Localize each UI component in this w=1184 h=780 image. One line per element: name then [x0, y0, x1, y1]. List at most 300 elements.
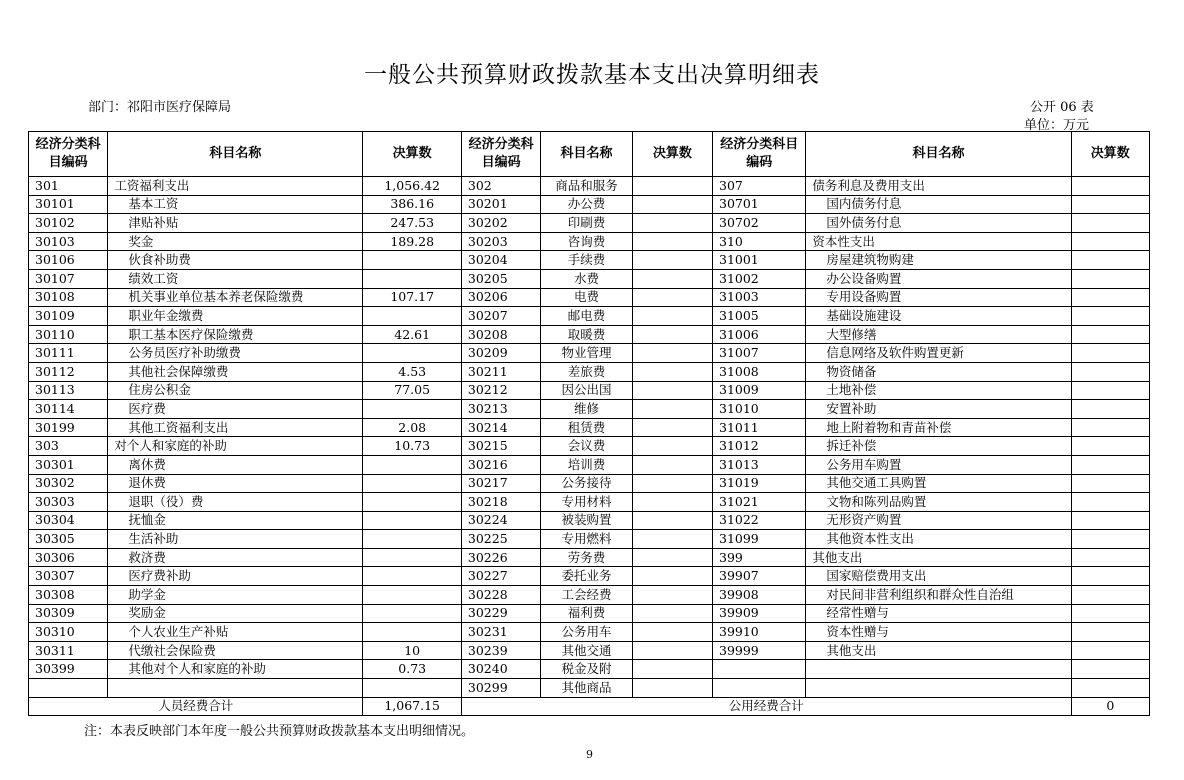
header-name-1: 科目名称	[108, 132, 363, 177]
item-name-2: 咨询费	[541, 232, 632, 251]
amount-1	[363, 604, 461, 623]
economic-code-2: 302	[461, 177, 540, 196]
economic-code-3: 31021	[713, 493, 806, 512]
economic-code-3: 399	[713, 548, 806, 567]
item-name-3: 大型修缮	[806, 325, 1071, 344]
table-row	[29, 214, 1150, 233]
amount-2	[632, 307, 712, 326]
table-row	[29, 232, 1150, 251]
amount-1	[363, 679, 461, 698]
economic-code-3: 31013	[713, 455, 806, 474]
amount-2	[632, 567, 712, 586]
personnel-total-label: 人员经费合计	[29, 697, 363, 716]
amount-3	[1071, 362, 1149, 381]
item-name-3: 资本性赠与	[806, 623, 1071, 642]
table-row	[29, 177, 1150, 196]
economic-code-3: 31003	[713, 288, 806, 307]
item-name-2: 税金及附	[541, 660, 632, 679]
amount-2	[632, 381, 712, 400]
item-name-3: 房屋建筑物购建	[806, 251, 1071, 270]
amount-1	[363, 530, 461, 549]
amount-1: 1,056.42	[363, 177, 461, 196]
table-header-row	[29, 132, 1150, 177]
item-name-1: 工资福利支出	[108, 177, 363, 196]
item-name-1: 救济费	[108, 548, 363, 567]
item-name-1: 伙食补助费	[108, 251, 363, 270]
item-name-1: 助学金	[108, 586, 363, 605]
amount-2	[632, 641, 712, 660]
amount-2	[632, 455, 712, 474]
amount-1	[363, 586, 461, 605]
economic-code-2: 30202	[461, 214, 540, 233]
amount-2	[632, 660, 712, 679]
amount-2	[632, 474, 712, 493]
amount-3	[1071, 660, 1149, 679]
table-row	[29, 325, 1150, 344]
economic-code-2: 30224	[461, 511, 540, 530]
economic-code-3	[713, 679, 806, 698]
economic-code-3: 31019	[713, 474, 806, 493]
amount-3	[1071, 437, 1149, 456]
amount-2	[632, 437, 712, 456]
item-name-3: 其他支出	[806, 641, 1071, 660]
page-title: 一般公共预算财政拨款基本支出决算明细表	[364, 62, 820, 88]
item-name-2: 被装购置	[541, 511, 632, 530]
table-row	[29, 474, 1150, 493]
amount-1: 247.53	[363, 214, 461, 233]
item-name-3: 其他资本性支出	[806, 530, 1071, 549]
item-name-3: 经常性赠与	[806, 604, 1071, 623]
item-name-1: 其他对个人和家庭的补助	[108, 660, 363, 679]
header-amount-3: 决算数	[1071, 132, 1149, 177]
amount-3	[1071, 214, 1149, 233]
economic-code-3: 31011	[713, 418, 806, 437]
amount-3	[1071, 493, 1149, 512]
amount-2	[632, 288, 712, 307]
amount-1	[363, 567, 461, 586]
economic-code-1: 30301	[29, 455, 108, 474]
item-name-2: 办公费	[541, 195, 632, 214]
amount-1	[363, 400, 461, 419]
item-name-1: 公务员医疗补助缴费	[108, 344, 363, 363]
item-name-3: 基础设施建设	[806, 307, 1071, 326]
economic-code-1: 30310	[29, 623, 108, 642]
economic-code-1: 30103	[29, 232, 108, 251]
economic-code-1: 30305	[29, 530, 108, 549]
item-name-3: 国家赔偿费用支出	[806, 567, 1071, 586]
economic-code-1: 30399	[29, 660, 108, 679]
economic-code-3: 30701	[713, 195, 806, 214]
economic-code-1: 30308	[29, 586, 108, 605]
table-row	[29, 679, 1150, 698]
economic-code-1: 30304	[29, 511, 108, 530]
item-name-3: 专用设备购置	[806, 288, 1071, 307]
amount-2	[632, 214, 712, 233]
header-amount-2: 决算数	[632, 132, 712, 177]
amount-2	[632, 679, 712, 698]
item-name-2: 培训费	[541, 455, 632, 474]
table-row	[29, 623, 1150, 642]
item-name-3: 资本性支出	[806, 232, 1071, 251]
economic-code-2: 30217	[461, 474, 540, 493]
economic-code-1: 30302	[29, 474, 108, 493]
economic-code-2: 30239	[461, 641, 540, 660]
table-row	[29, 288, 1150, 307]
item-name-2: 委托业务	[541, 567, 632, 586]
item-name-2: 水费	[541, 269, 632, 288]
economic-code-2: 30214	[461, 418, 540, 437]
amount-1	[363, 269, 461, 288]
amount-3	[1071, 232, 1149, 251]
item-name-2: 其他交通	[541, 641, 632, 660]
item-name-3: 地上附着物和青苗补偿	[806, 418, 1071, 437]
item-name-1: 个人农业生产补贴	[108, 623, 363, 642]
economic-code-2: 30212	[461, 381, 540, 400]
economic-code-2: 30201	[461, 195, 540, 214]
item-name-1: 奖金	[108, 232, 363, 251]
item-name-2: 因公出国	[541, 381, 632, 400]
economic-code-3: 31001	[713, 251, 806, 270]
amount-1: 2.08	[363, 418, 461, 437]
economic-code-2: 30208	[461, 325, 540, 344]
amount-3	[1071, 307, 1149, 326]
economic-code-1: 30112	[29, 362, 108, 381]
economic-code-3: 39910	[713, 623, 806, 642]
item-name-3: 办公设备购置	[806, 269, 1071, 288]
item-name-3: 物资储备	[806, 362, 1071, 381]
item-name-1: 其他工资福利支出	[108, 418, 363, 437]
item-name-3	[806, 679, 1071, 698]
item-name-2: 维修	[541, 400, 632, 419]
table-row	[29, 269, 1150, 288]
item-name-1: 离休费	[108, 455, 363, 474]
economic-code-1: 301	[29, 177, 108, 196]
item-name-2: 会议费	[541, 437, 632, 456]
economic-code-2: 30203	[461, 232, 540, 251]
economic-code-2: 30211	[461, 362, 540, 381]
item-name-2: 差旅费	[541, 362, 632, 381]
amount-1	[363, 493, 461, 512]
amount-3	[1071, 400, 1149, 419]
economic-code-1: 30311	[29, 641, 108, 660]
economic-code-1: 30111	[29, 344, 108, 363]
economic-code-3: 31005	[713, 307, 806, 326]
item-name-3: 公务用车购置	[806, 455, 1071, 474]
form-number: 公开 06 表	[1030, 100, 1094, 115]
amount-3	[1071, 251, 1149, 270]
item-name-1: 职工基本医疗保险缴费	[108, 325, 363, 344]
amount-3	[1071, 177, 1149, 196]
economic-code-2: 30216	[461, 455, 540, 474]
item-name-2: 印刷费	[541, 214, 632, 233]
table-row	[29, 567, 1150, 586]
amount-1	[363, 251, 461, 270]
header-code-1: 经济分类科目编码	[29, 132, 108, 177]
item-name-1: 对个人和家庭的补助	[108, 437, 363, 456]
amount-2	[632, 418, 712, 437]
amount-3	[1071, 269, 1149, 288]
table-row	[29, 493, 1150, 512]
amount-3	[1071, 604, 1149, 623]
economic-code-3: 31002	[713, 269, 806, 288]
economic-code-2: 30215	[461, 437, 540, 456]
item-name-2: 公务用车	[541, 623, 632, 642]
table-row	[29, 586, 1150, 605]
amount-2	[632, 604, 712, 623]
economic-code-1: 30306	[29, 548, 108, 567]
amount-1: 10.73	[363, 437, 461, 456]
item-name-2: 物业管理	[541, 344, 632, 363]
table-row	[29, 307, 1150, 326]
economic-code-2: 30207	[461, 307, 540, 326]
amount-3	[1071, 474, 1149, 493]
amount-3	[1071, 679, 1149, 698]
amount-3	[1071, 418, 1149, 437]
economic-code-2: 30229	[461, 604, 540, 623]
amount-3	[1071, 548, 1149, 567]
amount-2	[632, 530, 712, 549]
economic-code-3: 39908	[713, 586, 806, 605]
economic-code-1: 30109	[29, 307, 108, 326]
totals-row	[29, 697, 1150, 716]
amount-2	[632, 269, 712, 288]
page-number: 9	[586, 748, 593, 761]
economic-code-1: 30102	[29, 214, 108, 233]
economic-code-1: 30303	[29, 493, 108, 512]
economic-code-2: 30240	[461, 660, 540, 679]
amount-3	[1071, 641, 1149, 660]
personnel-total-value: 1,067.15	[363, 697, 461, 716]
item-name-2: 劳务费	[541, 548, 632, 567]
economic-code-3: 30702	[713, 214, 806, 233]
economic-code-2: 30227	[461, 567, 540, 586]
item-name-2: 邮电费	[541, 307, 632, 326]
unit-label: 单位：万元	[1024, 118, 1090, 133]
item-name-3: 债务利息及费用支出	[806, 177, 1071, 196]
table-row	[29, 511, 1150, 530]
economic-code-2: 30206	[461, 288, 540, 307]
amount-3	[1071, 567, 1149, 586]
economic-code-2: 30213	[461, 400, 540, 419]
amount-2	[632, 586, 712, 605]
item-name-2: 手续费	[541, 251, 632, 270]
table-row	[29, 251, 1150, 270]
table-row	[29, 548, 1150, 567]
amount-2	[632, 177, 712, 196]
item-name-3: 文物和陈列品购置	[806, 493, 1071, 512]
item-name-1: 基本工资	[108, 195, 363, 214]
amount-2	[632, 548, 712, 567]
table-row	[29, 400, 1150, 419]
public-total-value: 0	[1071, 697, 1149, 716]
header-amount-1: 决算数	[363, 132, 461, 177]
economic-code-2: 30225	[461, 530, 540, 549]
item-name-3: 其他支出	[806, 548, 1071, 567]
item-name-1: 机关事业单位基本养老保险缴费	[108, 288, 363, 307]
amount-2	[632, 362, 712, 381]
amount-1	[363, 307, 461, 326]
amount-1: 0.73	[363, 660, 461, 679]
item-name-2: 工会经费	[541, 586, 632, 605]
economic-code-2: 30226	[461, 548, 540, 567]
table-row	[29, 195, 1150, 214]
item-name-2: 专用材料	[541, 493, 632, 512]
economic-code-3: 310	[713, 232, 806, 251]
amount-2	[632, 400, 712, 419]
amount-1	[363, 623, 461, 642]
economic-code-3: 31010	[713, 400, 806, 419]
amount-1	[363, 344, 461, 363]
amount-1: 107.17	[363, 288, 461, 307]
item-name-2: 租赁费	[541, 418, 632, 437]
item-name-3: 拆迁补偿	[806, 437, 1071, 456]
header-name-3: 科目名称	[806, 132, 1071, 177]
item-name-3	[806, 660, 1071, 679]
table-row	[29, 418, 1150, 437]
item-name-1: 代缴社会保险费	[108, 641, 363, 660]
amount-1	[363, 548, 461, 567]
item-name-2: 公务接待	[541, 474, 632, 493]
header-code-2: 经济分类科目编码	[461, 132, 540, 177]
table-row	[29, 660, 1150, 679]
economic-code-2: 30228	[461, 586, 540, 605]
item-name-1: 医疗费补助	[108, 567, 363, 586]
table-row	[29, 604, 1150, 623]
table-row	[29, 437, 1150, 456]
economic-code-3: 307	[713, 177, 806, 196]
economic-code-3: 39907	[713, 567, 806, 586]
table-row	[29, 641, 1150, 660]
economic-code-3: 31008	[713, 362, 806, 381]
public-total-label: 公用经费合计	[461, 697, 1071, 716]
amount-1: 42.61	[363, 325, 461, 344]
economic-code-1: 30113	[29, 381, 108, 400]
economic-code-1: 30107	[29, 269, 108, 288]
item-name-3: 安置补助	[806, 400, 1071, 419]
item-name-3: 信息网络及软件购置更新	[806, 344, 1071, 363]
item-name-1: 绩效工资	[108, 269, 363, 288]
item-name-1	[108, 679, 363, 698]
economic-code-3: 31022	[713, 511, 806, 530]
amount-2	[632, 232, 712, 251]
item-name-1: 住房公积金	[108, 381, 363, 400]
expenditure-table	[28, 131, 1150, 716]
table-row	[29, 362, 1150, 381]
amount-1: 10	[363, 641, 461, 660]
amount-1	[363, 511, 461, 530]
economic-code-2: 30204	[461, 251, 540, 270]
item-name-1: 医疗费	[108, 400, 363, 419]
footnote: 注：本表反映部门本年度一般公共预算财政拨款基本支出明细情况。	[84, 724, 475, 739]
item-name-1: 退职（役）费	[108, 493, 363, 512]
economic-code-1: 30108	[29, 288, 108, 307]
amount-2	[632, 251, 712, 270]
amount-2	[632, 493, 712, 512]
table-row	[29, 530, 1150, 549]
item-name-1: 津贴补贴	[108, 214, 363, 233]
economic-code-2: 30299	[461, 679, 540, 698]
economic-code-1: 30101	[29, 195, 108, 214]
item-name-1: 生活补助	[108, 530, 363, 549]
amount-3	[1071, 586, 1149, 605]
amount-3	[1071, 381, 1149, 400]
amount-3	[1071, 344, 1149, 363]
amount-3	[1071, 511, 1149, 530]
item-name-3: 国外债务付息	[806, 214, 1071, 233]
item-name-1: 抚恤金	[108, 511, 363, 530]
economic-code-1: 30114	[29, 400, 108, 419]
item-name-1: 奖励金	[108, 604, 363, 623]
economic-code-2: 30205	[461, 269, 540, 288]
amount-1: 4.53	[363, 362, 461, 381]
economic-code-3: 39909	[713, 604, 806, 623]
header-code-3: 经济分类科目编码	[713, 132, 806, 177]
department-label: 部门：祁阳市医疗保障局	[88, 100, 232, 115]
amount-3	[1071, 325, 1149, 344]
economic-code-2: 30218	[461, 493, 540, 512]
header-name-2: 科目名称	[541, 132, 632, 177]
economic-code-3: 31007	[713, 344, 806, 363]
amount-1	[363, 455, 461, 474]
item-name-3: 土地补偿	[806, 381, 1071, 400]
economic-code-3	[713, 660, 806, 679]
economic-code-3: 39999	[713, 641, 806, 660]
amount-1: 386.16	[363, 195, 461, 214]
item-name-2: 其他商品	[541, 679, 632, 698]
economic-code-1: 30309	[29, 604, 108, 623]
item-name-3: 无形资产购置	[806, 511, 1071, 530]
item-name-1: 其他社会保障缴费	[108, 362, 363, 381]
economic-code-2: 30231	[461, 623, 540, 642]
amount-1: 77.05	[363, 381, 461, 400]
item-name-3: 国内债务付息	[806, 195, 1071, 214]
amount-2	[632, 511, 712, 530]
amount-3	[1071, 623, 1149, 642]
amount-2	[632, 623, 712, 642]
table-row	[29, 344, 1150, 363]
economic-code-3: 31009	[713, 381, 806, 400]
item-name-3: 对民间非营利组织和群众性自治组	[806, 586, 1071, 605]
item-name-1: 职业年金缴费	[108, 307, 363, 326]
item-name-2: 电费	[541, 288, 632, 307]
economic-code-1: 30199	[29, 418, 108, 437]
item-name-2: 福利费	[541, 604, 632, 623]
economic-code-3: 31006	[713, 325, 806, 344]
table-row	[29, 455, 1150, 474]
economic-code-2: 30209	[461, 344, 540, 363]
item-name-3: 其他交通工具购置	[806, 474, 1071, 493]
amount-2	[632, 325, 712, 344]
table-row	[29, 381, 1150, 400]
amount-3	[1071, 288, 1149, 307]
item-name-1: 退休费	[108, 474, 363, 493]
economic-code-1: 30110	[29, 325, 108, 344]
economic-code-1	[29, 679, 108, 698]
item-name-2: 专用燃料	[541, 530, 632, 549]
amount-3	[1071, 195, 1149, 214]
economic-code-3: 31099	[713, 530, 806, 549]
economic-code-1: 30106	[29, 251, 108, 270]
amount-3	[1071, 530, 1149, 549]
amount-3	[1071, 455, 1149, 474]
item-name-2: 取暖费	[541, 325, 632, 344]
amount-2	[632, 344, 712, 363]
economic-code-1: 303	[29, 437, 108, 456]
amount-1	[363, 474, 461, 493]
amount-2	[632, 195, 712, 214]
item-name-2: 商品和服务	[541, 177, 632, 196]
economic-code-1: 30307	[29, 567, 108, 586]
